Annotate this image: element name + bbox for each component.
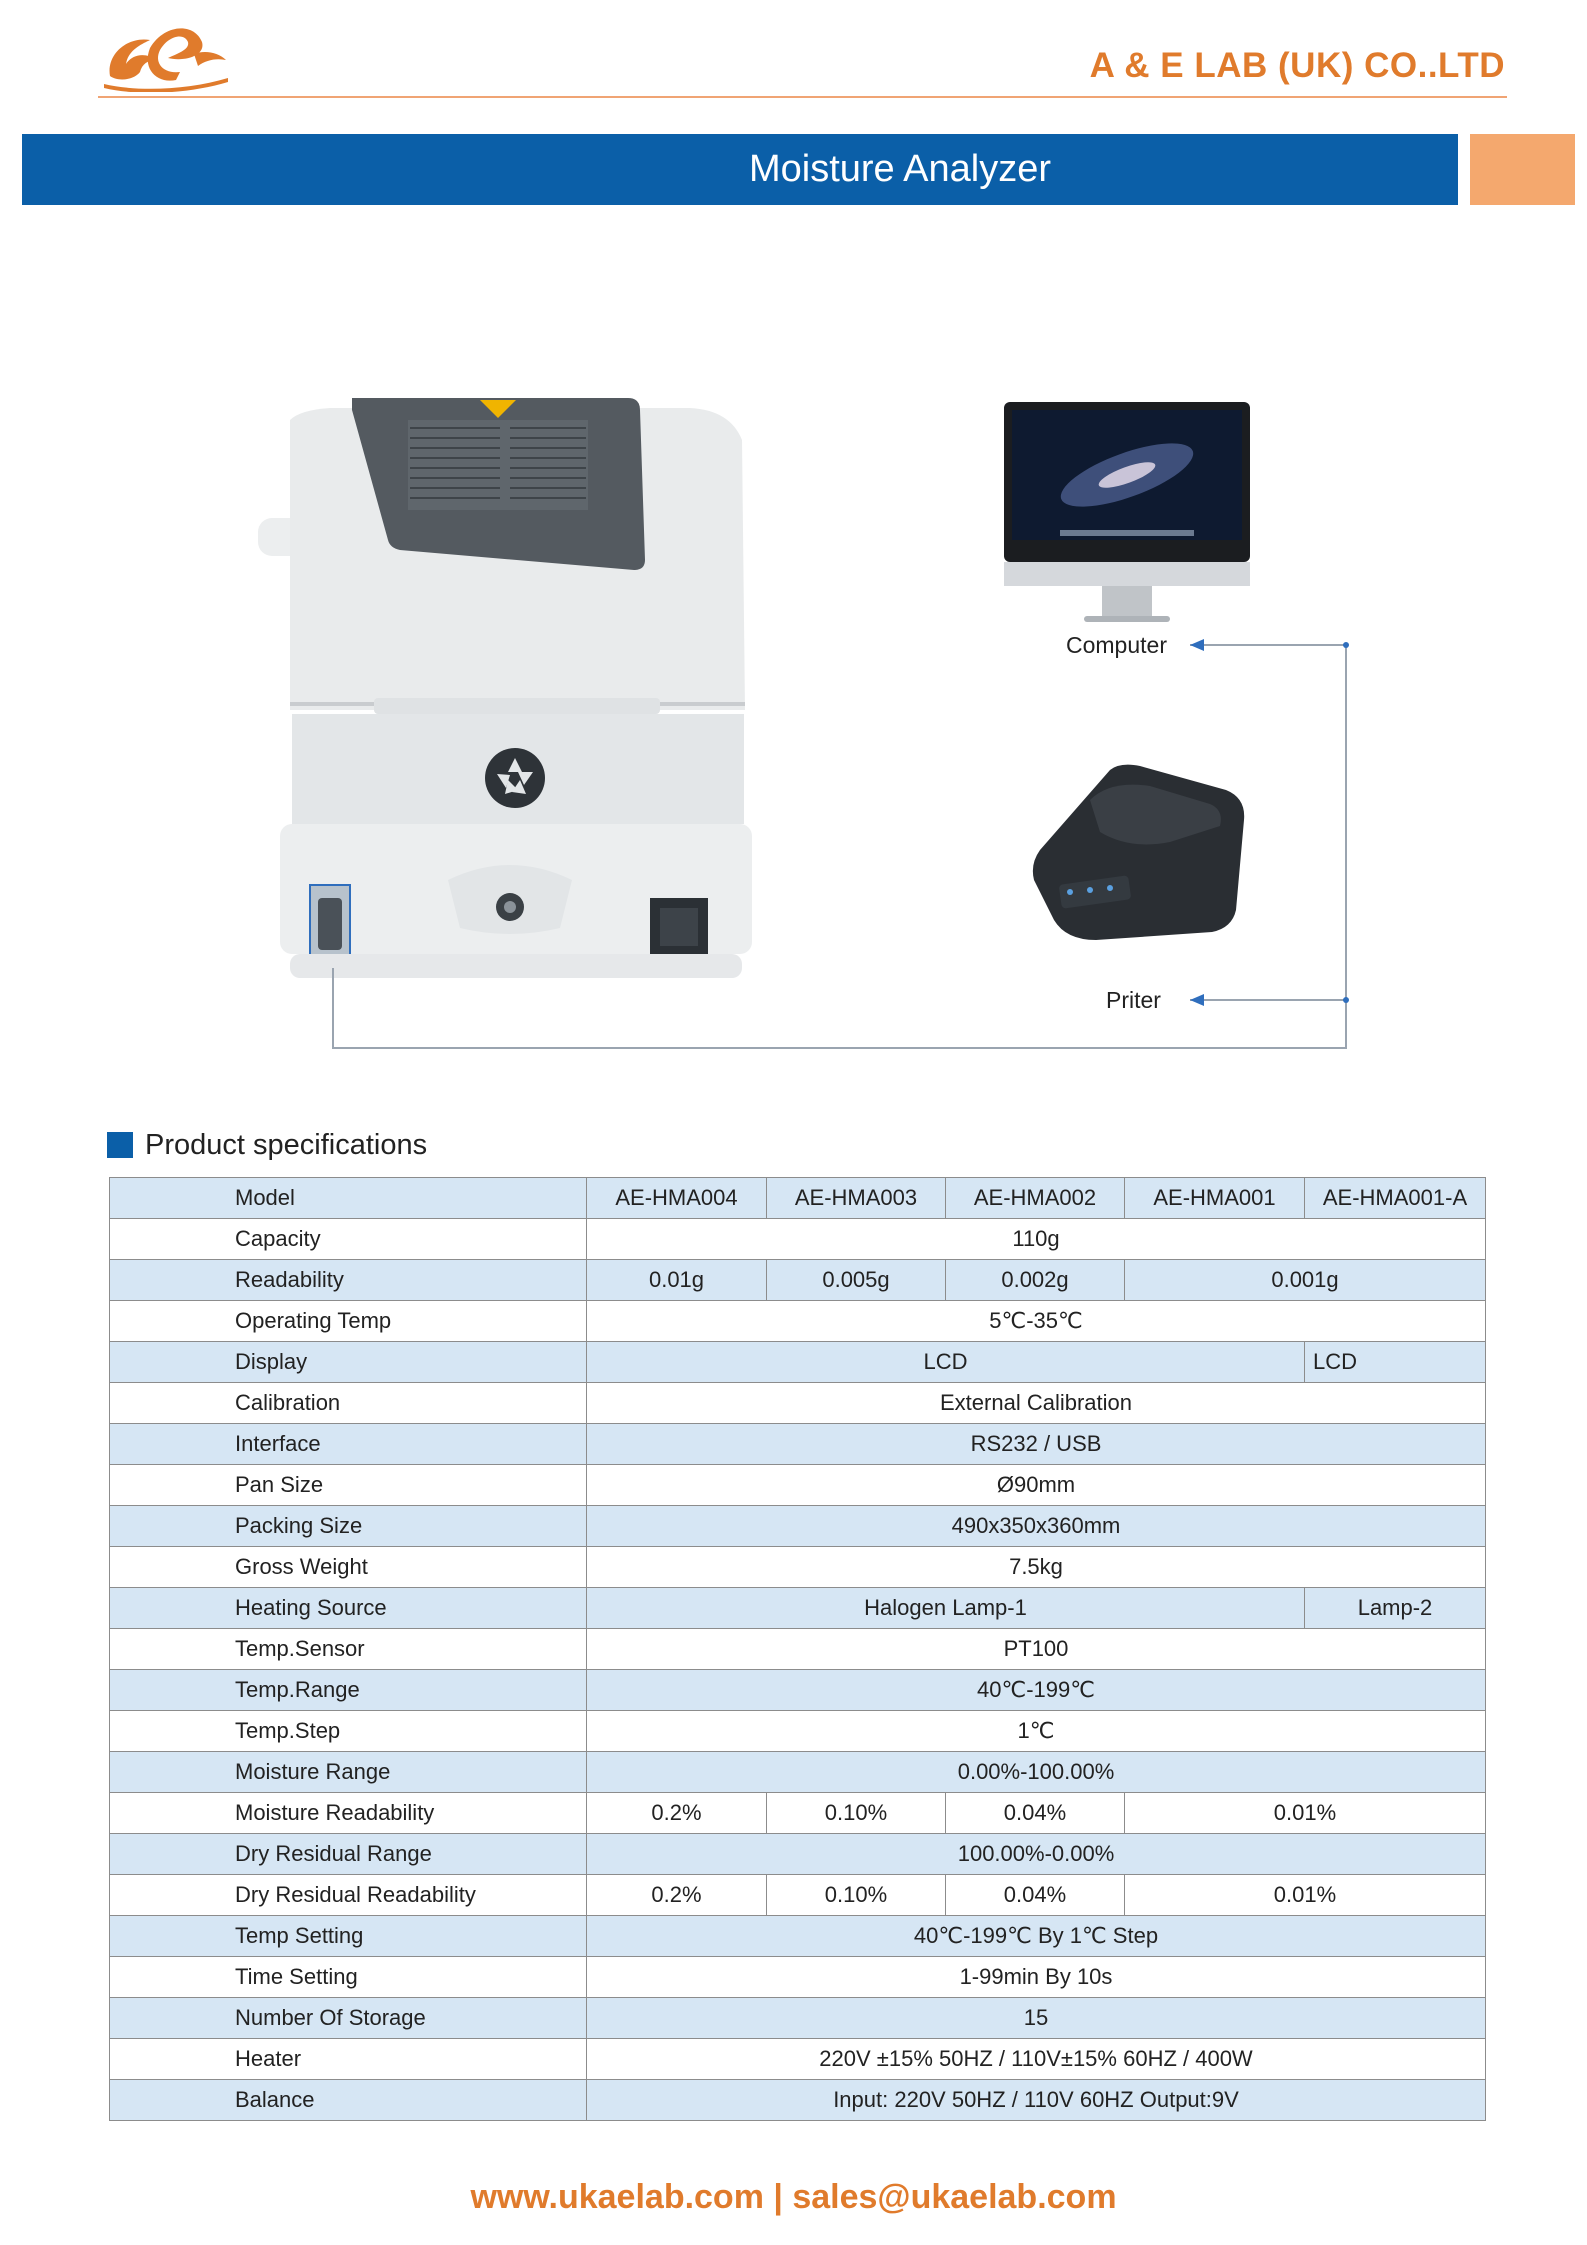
cell-value: 0.04%	[946, 1793, 1125, 1834]
row-label: Display	[110, 1342, 587, 1383]
cell-value: 0.01%	[1125, 1793, 1486, 1834]
footer-contact: www.ukaelab.com | sales@ukaelab.com	[470, 2178, 1117, 2216]
table-row	[110, 1424, 1486, 1465]
row-label: Time Setting	[110, 1957, 587, 1998]
printer-label: Priter	[1106, 987, 1161, 1013]
cell-value: RS232 / USB	[587, 1424, 1486, 1465]
table-row	[110, 2039, 1486, 2080]
cell-value: External Calibration	[587, 1383, 1486, 1424]
table-row	[110, 1588, 1486, 1629]
page-title: Moisture Analyzer	[748, 148, 1051, 190]
row-label: Temp Setting	[110, 1916, 587, 1957]
cell-value: Halogen Lamp-1	[587, 1588, 1305, 1629]
cell-value: 0.04%	[946, 1875, 1125, 1916]
table-row	[110, 1260, 1486, 1301]
printer-image	[1033, 765, 1244, 940]
cell-value: 0.001g	[1125, 1260, 1486, 1301]
cell-value: 1-99min By 10s	[587, 1957, 1486, 1998]
table-row	[110, 1629, 1486, 1670]
table-row	[110, 1875, 1486, 1916]
company-name: A & E LAB (UK) CO..LTD	[1089, 46, 1505, 85]
computer-image	[1004, 402, 1250, 622]
table-row	[110, 1793, 1486, 1834]
cell-value: 5℃-35℃	[587, 1301, 1486, 1342]
row-label: Interface	[110, 1424, 587, 1465]
banner-accent-block	[1470, 134, 1575, 205]
table-row	[110, 1834, 1486, 1875]
row-label: Temp.Step	[110, 1711, 587, 1752]
product-figure	[0, 380, 1587, 1070]
cell-value: 0.005g	[767, 1260, 946, 1301]
row-label: Packing Size	[110, 1506, 587, 1547]
cell-value: PT100	[587, 1629, 1486, 1670]
row-label: Heating Source	[110, 1588, 587, 1629]
cell-value: LCD	[587, 1342, 1305, 1383]
row-label: Balance	[110, 2080, 587, 2121]
table-row	[110, 1711, 1486, 1752]
row-label: Number Of Storage	[110, 1998, 587, 2039]
cell-value: 1℃	[587, 1711, 1486, 1752]
cell-value: 490x350x360mm	[587, 1506, 1486, 1547]
table-row	[110, 1178, 1486, 1219]
table-row	[110, 1547, 1486, 1588]
cell-value: 0.002g	[946, 1260, 1125, 1301]
model-header: AE-HMA001	[1125, 1178, 1305, 1219]
cell-value: 0.2%	[587, 1793, 767, 1834]
table-row	[110, 1465, 1486, 1506]
cell-value: 0.01g	[587, 1260, 767, 1301]
computer-label: Computer	[1066, 632, 1167, 658]
row-label: Moisture Readability	[110, 1793, 587, 1834]
cell-value: Input: 220V 50HZ / 110V 60HZ Output:9V	[587, 2080, 1486, 2121]
row-label: Gross Weight	[110, 1547, 587, 1588]
cell-value: 40℃-199℃	[587, 1670, 1486, 1711]
model-header: AE-HMA004	[587, 1178, 767, 1219]
spec-table	[109, 1177, 1486, 2121]
table-row	[110, 1301, 1486, 1342]
row-label: Calibration	[110, 1383, 587, 1424]
row-label: Dry Residual Readability	[110, 1875, 587, 1916]
cell-value: 110g	[587, 1219, 1486, 1260]
table-row	[110, 2080, 1486, 2121]
cell-value: 220V ±15% 50HZ / 110V±15% 60HZ / 400W	[587, 2039, 1486, 2080]
row-label: Model	[110, 1178, 587, 1219]
table-row	[110, 1383, 1486, 1424]
row-label: Dry Residual Range	[110, 1834, 587, 1875]
cell-value: LCD	[1305, 1342, 1486, 1383]
cell-value: 0.2%	[587, 1875, 767, 1916]
section-marker	[107, 1132, 133, 1158]
company-logo	[98, 14, 232, 92]
spec-section-title: Product specifications	[145, 1128, 428, 1161]
cell-value: 15	[587, 1998, 1486, 2039]
cell-value: 100.00%-0.00%	[587, 1834, 1486, 1875]
cell-value: 7.5kg	[587, 1547, 1486, 1588]
cell-value: 0.00%-100.00%	[587, 1752, 1486, 1793]
product-illustration	[0, 380, 1587, 1070]
row-label: Operating Temp	[110, 1301, 587, 1342]
model-header: AE-HMA002	[946, 1178, 1125, 1219]
table-row	[110, 1219, 1486, 1260]
cell-value: Ø90mm	[587, 1465, 1486, 1506]
cell-value: 40℃-199℃ By 1℃ Step	[587, 1916, 1486, 1957]
table-row	[110, 1670, 1486, 1711]
spec-section-heading	[107, 1128, 427, 1162]
table-row	[110, 1998, 1486, 2039]
cell-value: 0.01%	[1125, 1875, 1486, 1916]
row-label: Temp.Range	[110, 1670, 587, 1711]
cell-value: 0.10%	[767, 1875, 946, 1916]
cell-value: Lamp-2	[1305, 1588, 1486, 1629]
title-banner	[22, 134, 1458, 205]
row-label: Heater	[110, 2039, 587, 2080]
table-row	[110, 1342, 1486, 1383]
row-label: Pan Size	[110, 1465, 587, 1506]
table-row	[110, 1752, 1486, 1793]
model-header: AE-HMA003	[767, 1178, 946, 1219]
header-divider	[98, 96, 1507, 98]
model-header: AE-HMA001-A	[1305, 1178, 1486, 1219]
cell-value: 0.10%	[767, 1793, 946, 1834]
table-row	[110, 1506, 1486, 1547]
moisture-analyzer-image	[258, 398, 752, 978]
table-row	[110, 1957, 1486, 1998]
row-label: Moisture Range	[110, 1752, 587, 1793]
row-label: Temp.Sensor	[110, 1629, 587, 1670]
row-label: Capacity	[110, 1219, 587, 1260]
row-label: Readability	[110, 1260, 587, 1301]
table-row	[110, 1916, 1486, 1957]
